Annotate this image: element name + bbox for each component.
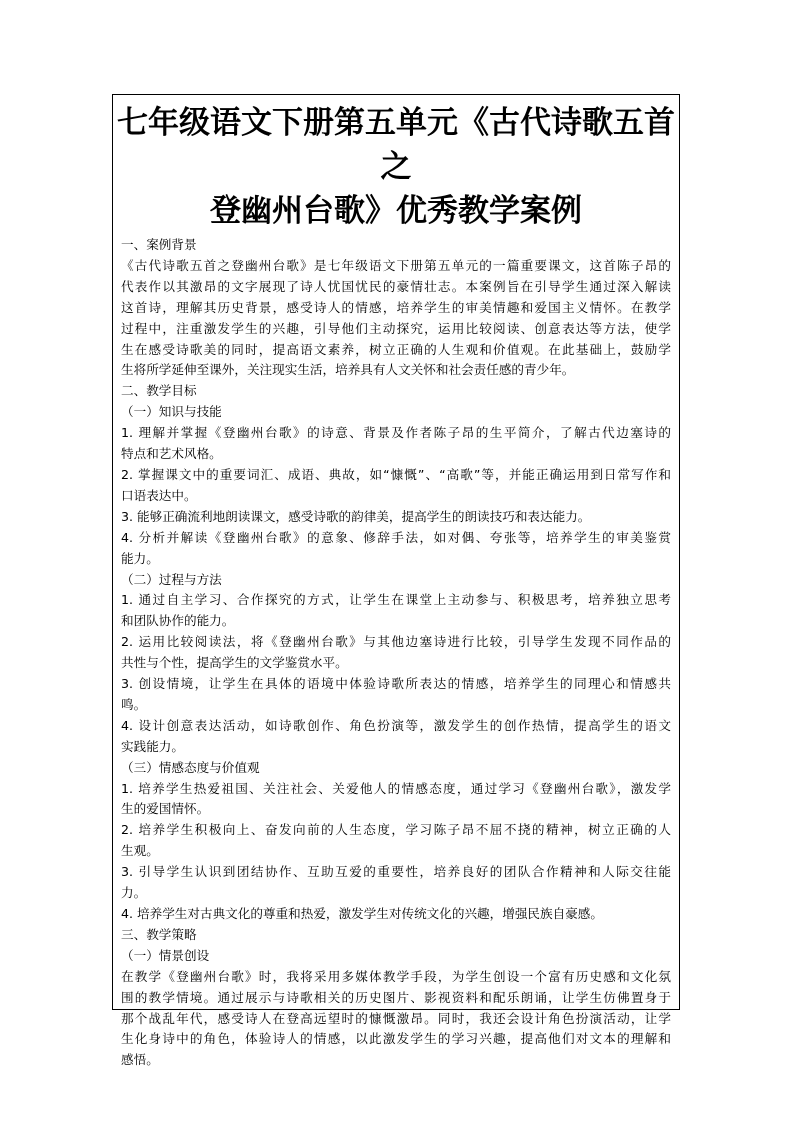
list-item-continuation: 生观。	[121, 843, 159, 859]
list-item-continuation: 和团队协作的能力。	[121, 613, 235, 629]
paragraph-line: 生在感受诗歌美的同时，提高语文素养，树立正确的人生观和价值观。在此基础上，鼓励学	[121, 341, 671, 357]
list-item: 2. 掌握课文中的重要词汇、成语、典故，如“慷慨”、“高歌”等，并能正确运用到日常写作和	[121, 466, 671, 482]
list-item: 2. 运用比较阅读法，将《登幽州台歌》与其他边塞诗进行比较，引导学生发现不同作品的	[121, 634, 671, 650]
section-heading-background: 一、案例背景	[121, 237, 197, 252]
paragraph-line: 生将所学延伸至课外，关注现实生活，培养具有人文关怀和社会责任感的青少年。	[121, 362, 575, 378]
list-item: 1. 培养学生热爱祖国、关注社会、关爱他人的情感态度，通过学习《登幽州台歌》，激发学	[121, 780, 671, 796]
list-item: 4. 分析并解读《登幽州台歌》的意象、修辞手法，如对偶、夸张等，培养学生的审美鉴赏	[121, 529, 671, 545]
document-frame	[112, 94, 680, 1068]
list-item-continuation: 生的爱国情怀。	[121, 801, 210, 817]
section-heading-strategy: 三、教学策略	[121, 926, 197, 942]
paragraph-line: 《古代诗歌五首之登幽州台歌》是七年级语文下册第五单元的一篇重要课文，这首陈子昂的	[121, 257, 671, 273]
paragraph-line: 在教学《登幽州台歌》时，我将采用多媒体教学手段，为学生创设一个富有历史感和文化氛	[121, 968, 671, 984]
list-item-continuation: 鸣。	[121, 696, 147, 712]
list-item-continuation: 特点和艺术风格。	[121, 446, 222, 462]
subsection-heading-values: （三）情感态度与价值观	[121, 759, 260, 775]
list-item: 3. 引导学生认识到团结协作、互助互爱的重要性，培养良好的团队合作精神和人际交往能	[121, 864, 671, 880]
background-paragraph	[121, 256, 671, 381]
paragraph-line: 感悟。	[121, 1052, 159, 1068]
list-item: 3. 能够正确流利地朗读课文，感受诗歌的韵律美，提高学生的朗读技巧和表达能力。	[121, 508, 591, 524]
subsection-heading-process: （二）过程与方法	[121, 571, 222, 587]
title-line-2: 登幽州台歌》优秀教学案例	[210, 193, 582, 229]
list-item-continuation: 共性与个性，提高学生的文学鉴赏水平。	[121, 655, 348, 671]
document-title	[113, 101, 679, 233]
subsection-heading-scenario: （一）情景创设	[121, 947, 210, 963]
list-item: 1. 通过自主学习、合作探究的方式，让学生在课堂上主动参与、积极思考，培养独立思考	[121, 592, 671, 608]
paragraph-line: 生化身诗中的角色，体验诗人的情感，以此激发学生的学习兴趣，提高他们对文本的理解和	[121, 1031, 671, 1047]
document-body	[113, 235, 679, 1071]
paragraph-line: 这首诗，理解其历史背景，感受诗人的情感，培养学生的审美情趣和爱国主义情怀。在教学	[121, 299, 671, 315]
paragraph-line: 过程中，注重激发学生的兴趣，引导他们主动探究，运用比较阅读、创意表达等方法，使学	[121, 320, 671, 336]
subsection-heading-knowledge: （一）知识与技能	[121, 404, 222, 420]
list-item-continuation: 能力。	[121, 550, 159, 566]
list-item: 1. 理解并掌握《登幽州台歌》的诗意、背景及作者陈子昂的生平简介，了解古代边塞诗的	[121, 425, 671, 441]
list-item-continuation: 口语表达中。	[121, 487, 197, 503]
list-item: 2. 培养学生积极向上、奋发向前的人生态度，学习陈子昂不屈不挠的精神，树立正确的人	[121, 822, 671, 838]
paragraph-line: 代表作以其激昂的文字展现了诗人忧国忧民的豪情壮志。本案例旨在引导学生通过深入解读	[121, 278, 671, 294]
paragraph-line: 围的教学情境。通过展示与诗歌相关的历史图片、影视资料和配乐朗诵，让学生仿佛置身于	[121, 989, 671, 1005]
section-heading-objectives: 二、教学目标	[121, 383, 197, 399]
list-item-continuation: 实践能力。	[121, 738, 184, 754]
list-item: 4. 设计创意表达活动，如诗歌创作、角色扮演等，激发学生的创作热情，提高学生的语文	[121, 717, 671, 733]
list-item: 3. 创设情境，让学生在具体的语境中体验诗歌所表达的情感，培养学生的同理心和情感共	[121, 676, 671, 692]
paragraph-line: 那个战乱年代，感受诗人在登高远望时的慷慨激昂。同时，我还会设计角色扮演活动，让学	[121, 1010, 671, 1026]
list-item-continuation: 力。	[121, 885, 147, 901]
list-item: 4. 培养学生对古典文化的尊重和热爱，激发学生对传统文化的兴趣，增强民族自豪感。	[121, 906, 603, 921]
title-line-1: 七年级语文下册第五单元《古代诗歌五首之	[117, 105, 675, 185]
